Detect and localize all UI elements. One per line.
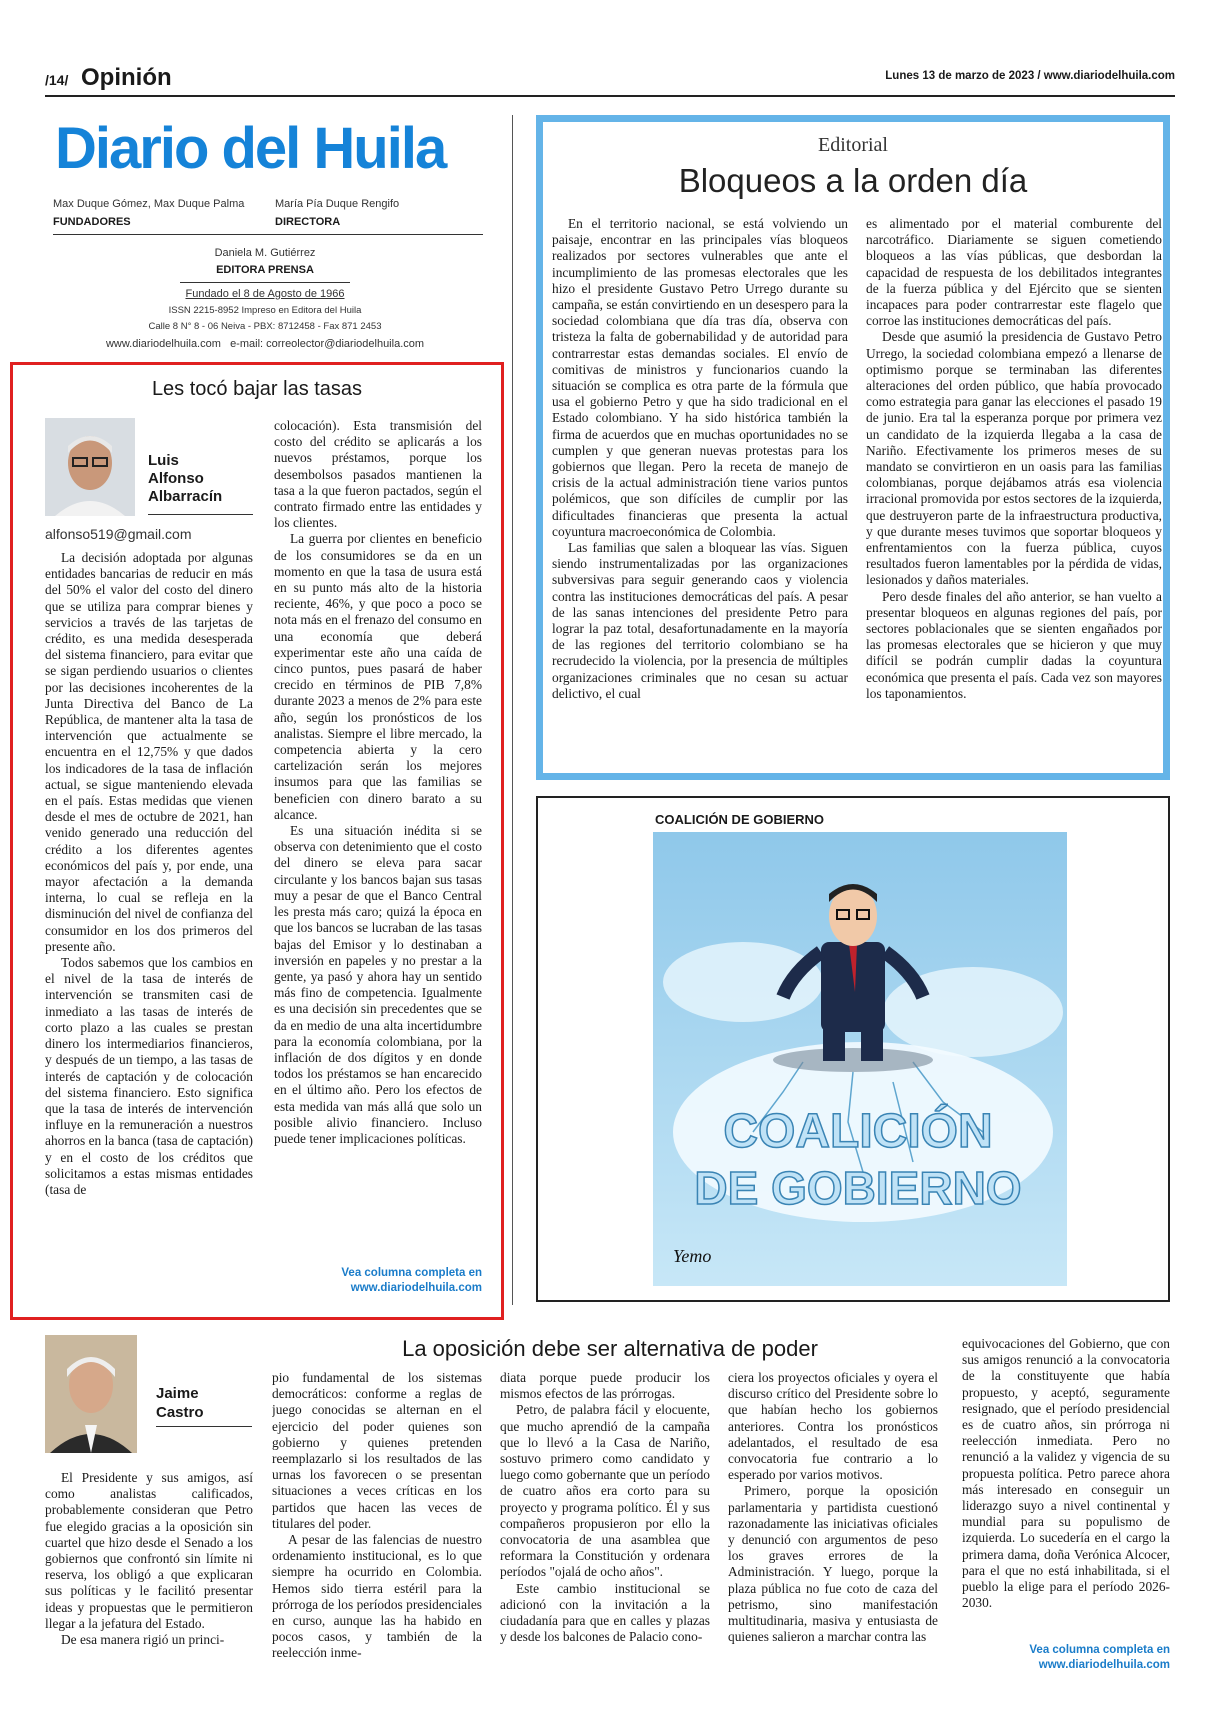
paragraph: Todos sabemos que los cambios en el nivel de la tasa de interés de intervención se transmiten casi de inmediato a las tasas de interés de corto plazo a las cuales se prestan dinero los intermediarios financieros, y después de un tiempo, a las tasas de interés de captación y de colocación del sistema financiero. Esto significa que la tasa de interés de intervención influye en la remuneración a nuestros ahorros en la banca (tasa de captación) y en el costo de los créditos que solicitamos a estas mismas entidades (tasa de bbox=[45, 955, 253, 1197]
paragraph: De esa manera rigió un princi- bbox=[61, 1632, 225, 1648]
address: Calle 8 N° 8 - 06 Neiva - PBX: 8712458 - Fax 871 2453 bbox=[148, 321, 382, 332]
author-name-jaime bbox=[156, 1384, 204, 1422]
page-number: /14/ bbox=[45, 72, 69, 88]
column2-title: La oposición debe ser alternativa de poder bbox=[402, 1336, 818, 1361]
paragraph: colocación). Esta transmisión del costo del crédito se aplicarás a los nuevos préstamos, porque los desembolsos pasados mantienen la tasa a la que fueron pactados, según el contrato firmado entre las entidades y los clientes. bbox=[274, 418, 482, 531]
column2-col2 bbox=[272, 1370, 482, 1674]
paragraph: Primero, porque la oposición parlamentaria y partidista cuestionó razonadamente las iniciativas oficiales y denunció con argumentos de peso los graves errores de la Administración. Y luego, porque la plaza pública no fue coto de caza del petrismo, sino manifestación multitudinaria, masiva y entusiasta de quienes salieron a marchar contra las bbox=[728, 1483, 938, 1645]
masthead bbox=[45, 110, 485, 360]
author-middle: Alfonso bbox=[148, 470, 204, 487]
column1-right-text bbox=[274, 418, 482, 1260]
paragraph: es alimentado por el material comburente del narcotráfico. Diariamente se siguen cometiendo bloqueos a las vías públicas, que desbordan la capacidad de respuesta de los debilitados integrantes de la fuerza pública y del Ejército que se sienten incapaces para poder contrarrestar este flagelo que corroe las instituciones democráticas del país. bbox=[866, 216, 1162, 329]
column2-col3 bbox=[500, 1370, 710, 1674]
paragraph: diata porque puede producir los mismos efectos de las prórrogas. bbox=[500, 1370, 710, 1402]
editor-role: EDITORA PRENSA bbox=[216, 264, 314, 276]
paragraph: Pero desde finales del año anterior, se han vuelto a presentar bloqueos en algunas regiones del país, por sectores poblacionales que se sienten engañados por las promesas electorales que se hicieron y que muy difícil se podrán cumplir dadas la coyuntura económica que presenta el país. Cada vez son mayores los taponamientos. bbox=[866, 588, 1162, 701]
read-more-link[interactable]: www.diariodelhuila.com bbox=[350, 1282, 482, 1294]
column2-col4 bbox=[728, 1370, 938, 1674]
paragraph: En el territorio nacional, se está volviendo un paisaje, encontrar en las principales vías bloqueos realizados por sectores vulnerables que ante el incumplimiento de las promesas electorales que les hizo el presidente Gustavo Petro Urrego durante su campaña, se están convirtiendo en un desespero para la sociedad colombiana que día tras día, observa con tristeza la falta de gobernabilidad y de autoridad para contrarrestar estas demandas sociales. El envío de comitivas de ministros y funcionarios cuando la situación se complica es otra parte de la fórmula que usa el gobierno Petro y que ha sido tradicional en el Estado colombiano. Y ha sido histórica también la firma de acuerdos que en muchas oportunidades no se cumplen y que generan nuevas protestas para los gobiernos que llegan. Pero la receta de manejo de crisis de la actual administración tiene varios puntos polémicos, que son difíciles de cumplir por las dificultades financieras que presenta la actual coyuntura macroeconómica de Colombia. bbox=[552, 216, 848, 539]
editor-name: Daniela M. Gutiérrez bbox=[214, 247, 316, 259]
author-last: Albarracín bbox=[148, 488, 223, 505]
paragraph: La decisión adoptada por algunas entidades bancarias de reducir en más del 50% el valor del costo del dinero que se utiliza para comprar bienes y servicios a través de las tarjetas de crédito, es una medida desesperada del sistema financiero, para evitar que se sigan perdiendo usuarios o clientes por las decisiones incoherentes de la Junta Directiva del Banco de La República, de mantener alta la tasa de intervención que actualmente se encuentra en el 12,75% y que dados los indicadores de la tasa de inflación actual, se sigue manteniendo elevada en el país. Estas medidas que vienen desde el mes de octubre de 2021, han venido generado una reducción del crédito a los diferentes agentes económicos del país y, por ende, una mayor afectación a la demanda interna, lo cual se refleja en la disminución del nivel de confianza del consumidor en los dos primeros del presente año. bbox=[45, 550, 253, 954]
paragraph: pio fundamental de los sistemas democráticos: conforme a reglas de juego conocidas se alternan en el ejercicio del poder quienes son gobierno y quienes pretenden reemplazarlo si los resultados de las urnas los favorecen o se presentan situaciones a veces críticas en los partidos que hacen las veces de titulares del poder. bbox=[272, 1370, 482, 1531]
editorial-col2 bbox=[866, 216, 1162, 764]
paragraph: equivocaciones del Gobierno, que con sus amigos renunció a la convocatoria de la constituyente que había propuesto, y aceptó, seguramente resignado, que el período presidencial es de cuatro años, sin prórroga ni reelección inmediata. Pero no renunció a la validez y vigencia de su propuesta política. Petro parece ahora más interesado en conseguir un liderazgo suyo a nivel continental y mundial para su populismo de izquierda. Lo sucedería en el cargo la primera dama, doña Verónica Alcocer, para el que no está inhabilitada, si el pueblo la elige para el período 2026-2030. bbox=[962, 1336, 1170, 1611]
read-more-label: Vea columna completa en bbox=[1029, 1644, 1170, 1656]
cartoon-title: COALICIÓN DE GOBIERNO bbox=[655, 812, 825, 827]
cartoon-illustration bbox=[653, 832, 1067, 1286]
founded-date: Fundado el 8 de Agosto de 1966 bbox=[185, 288, 345, 300]
paragraph: La guerra por clientes en beneficio de los consumidores se da en un momento en que la tasa de usura está en su punto más alto de la historia reciente, 46%, y que poco a poco se nota más en el frenazo del consumo en una economía que deberá experimentar este año una caída de cinco puntos, pues pasará de haber crecido en términos de PIB 7,8% durante 2023 a menos de 2% para este año, según los pronósticos de los analistas. Siempre el libre mercado, la competencia abierta y la cero cartelización serán los mejores insumos para que las familias se beneficien con dinero barato a su alcance. bbox=[274, 531, 482, 822]
column2-col5 bbox=[962, 1336, 1170, 1638]
header-rule bbox=[45, 95, 1175, 97]
vertical-divider bbox=[512, 115, 513, 1305]
founders-names: Max Duque Gómez, Max Duque Palma bbox=[53, 198, 245, 210]
editorial-col1 bbox=[552, 216, 848, 764]
author-last: Castro bbox=[156, 1404, 204, 1421]
contact-line: www.diariodelhuila.com e-mail: correolector@diariodelhuila.com bbox=[105, 338, 425, 350]
read-more-label: Vea columna completa en bbox=[341, 1267, 482, 1279]
paragraph: ciera los proyectos oficiales y oyera el discurso crítico del Presidente sobre lo que habían hecho los gobiernos anteriores. Contra los pronósticos adelantados, el resultado de esa convocatoria fue contrario a lo esperado por varios motivos. bbox=[728, 1370, 938, 1483]
masthead-rule-2 bbox=[180, 282, 350, 283]
paragraph: Este cambio institucional se adicionó con la invitación a la ciudadanía para que en calles y plazas y desde los balcones de Palacio cono- bbox=[500, 1580, 710, 1645]
logo: Diario del Huila bbox=[55, 116, 446, 181]
paragraph: Desde que asumió la presidencia de Gustavo Petro Urrego, la sociedad colombiana empezó a llenarse de optimismo porque se terminaban las diferentes alteraciones del orden público, que había provocado como estrategia para ganar las elecciones el pasado 19 de junio. Era tal la esperanza porque por primera vez un candidato de la izquierda llegaba a la casa de Nariño. Efectivamente los primeros meses de su mandato se convirtieron en un oasis para las familias colombianas, porque dejábamos atrás esa violencia irracional promovida por estos sectores de la izquierda, que destruyeron parte de la infraestructura productiva, y que durante meses tuvimos que soportar bloqueos y enfrentamientos con la fuerza pública, cuyos resultados fueron lamentables por la pérdida de vidas, lesionados y daños materiales. bbox=[866, 329, 1162, 588]
masthead-rule bbox=[53, 234, 483, 235]
paragraph: A pesar de las falencias de nuestro ordenamiento institucional, es lo que siempre ha ocurrido en Colombia. Hemos sido tierra estéril para la prórroga de los períodos presidenciales en curso, aunque las ha habido en pocos casos, y también de la reelección inme- bbox=[272, 1532, 482, 1661]
director-name: María Pía Duque Rengifo bbox=[275, 198, 400, 210]
ice-text-line1: COALICIÓN bbox=[723, 1105, 993, 1158]
author-photo-luis bbox=[45, 418, 135, 516]
author-name-luis bbox=[148, 452, 222, 506]
page-header bbox=[45, 62, 1175, 92]
editorial-title: Bloqueos a la orden día bbox=[678, 162, 1028, 199]
founders-role: FUNDADORES bbox=[53, 216, 131, 228]
date-site: Lunes 13 de marzo de 2023 / www.diariodelhuila.com bbox=[885, 70, 1175, 82]
paragraph: Las familias que salen a bloquear las vías. Siguen siendo instrumentalizadas por las organizaciones subversivas para seguir generando caos y violencia contra las instituciones democráticas del país. A pesar de las sanas intenciones del presidente Petro para lograr la paz total, desafortunadamente en la mayoría de las regiones del territorio colombiano se ha recrudecido la violencia, por la presencia de múltiples organizaciones criminales que no cesan su actuar delictivo, el cual bbox=[552, 540, 848, 701]
paragraph: Es una situación inédita si se observa con detenimiento que el costo del dinero se eleva para sacar circulante y los bancos bajan sus tasas muy a pesar de que el Banco Central les presta más caro; quizá la época en que los bancos se lucraban de las tasas bajas del Emisor y lo destinaban a inversión en papeles y no prestar a la gente, ya pasó y ahora hay un sentido más fino de competencia. Igualmente es una decisión sin precedentes que se da en medio de una alta incertidumbre para la economía colombiana, por la inflación de dos dígitos y en donde todos los préstamos se han encarecido en el último año. Pero los efectos de esta medida van más allá que solo un posible alivio financiero. Incluso puede tener implicaciones políticas. bbox=[274, 823, 482, 1146]
ice-text-line2: DE GOBIERNO bbox=[694, 1162, 1022, 1214]
author-rule bbox=[148, 514, 253, 515]
author-first: Jaime bbox=[156, 1385, 199, 1402]
read-more-link[interactable]: www.diariodelhuila.com bbox=[1038, 1659, 1170, 1671]
author-email: alfonso519@gmail.com bbox=[45, 526, 192, 542]
column1-left-text bbox=[45, 550, 253, 1308]
paragraph: Petro, de palabra fácil y elocuente, que mucho aprendió de la campaña que lo llevó a la Casa de Nariño, sostuvo primero como candidato y luego como gobernante que un período de cuatro años era corto para su proyecto y programa político. Él y sus compañeros propusieron por ello la convocatoria de una asamblea que reformara la Constitución y ordenara períodos "ojalá de ocho años". bbox=[500, 1402, 710, 1580]
read-more-column1[interactable] bbox=[274, 1266, 482, 1296]
editorial-kicker: Editorial bbox=[818, 134, 888, 156]
column2-col1 bbox=[45, 1470, 253, 1674]
section-title: Opinión bbox=[81, 64, 172, 91]
issn: ISSN 2215-8952 Impreso en Editora del Huila bbox=[168, 305, 362, 316]
cartoonist-signature: Yemo bbox=[673, 1246, 712, 1266]
author-rule-2 bbox=[156, 1426, 252, 1427]
director-role: DIRECTORA bbox=[275, 216, 341, 228]
column1-title: Les tocó bajar las tasas bbox=[151, 378, 363, 400]
paragraph: El Presidente y sus amigos, así como analistas calificados, probablemente consideran que Petro fue elegido gracias a la oposición sin cuartel que hizo desde el Senado a los gobiernos que confrontó sin límite ni reserva, los obligó a que explicaran sus políticas y le facilitó presentar ideas y propuestas que le permitieron llegar a la jefatura del Estado. bbox=[45, 1470, 253, 1631]
read-more-column2[interactable] bbox=[962, 1643, 1170, 1673]
author-photo-jaime bbox=[45, 1335, 137, 1453]
author-first: Luis bbox=[148, 452, 179, 469]
